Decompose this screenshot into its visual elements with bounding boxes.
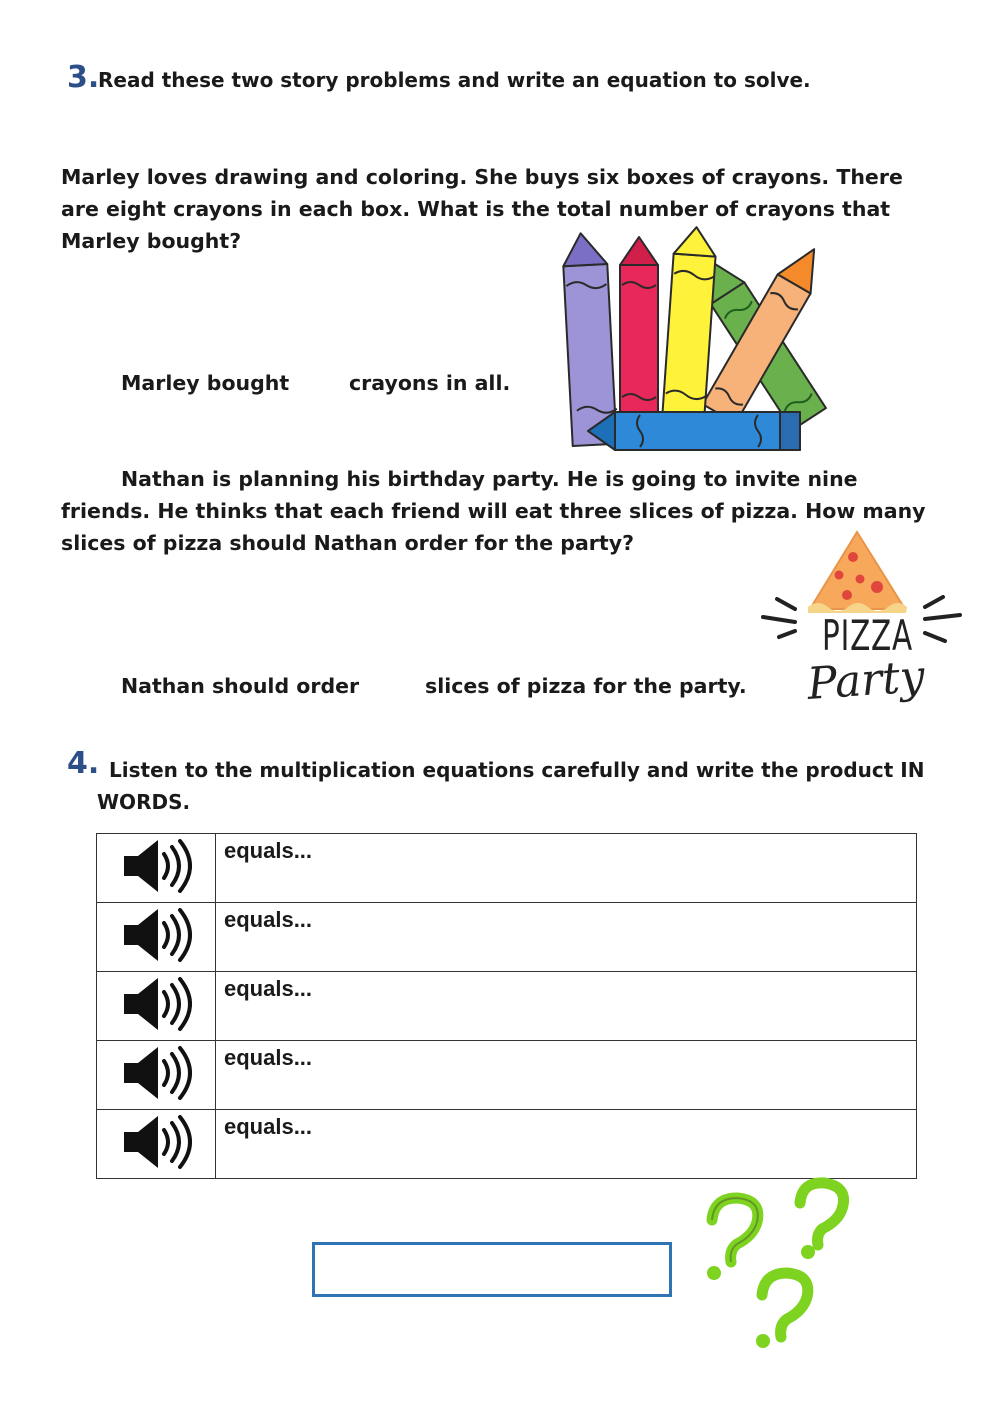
speaker-icon[interactable] (120, 1113, 192, 1171)
problem1-text: Marley loves drawing and coloring. She buys six boxes of crayons. There are eight crayons in each box. What is the total number of crayons that Marley bought? (61, 165, 903, 253)
q4-number: 4. (67, 746, 100, 781)
problem1-answer-suffix: crayons in all. (349, 371, 511, 395)
table-row (97, 1041, 917, 1110)
q3-number: 3. (67, 60, 100, 95)
question-mark-icon (700, 1175, 860, 1350)
q3-heading: Read these two story problems and write an equation to solve. (98, 68, 811, 92)
problem2-answer-input[interactable] (362, 671, 422, 703)
problem2-answer-prefix: Nathan should order (121, 674, 360, 698)
equals-label: equals... (224, 1045, 313, 1070)
equals-label: equals... (224, 976, 313, 1001)
speaker-icon[interactable] (120, 837, 192, 895)
q4-heading: Listen to the multiplication equations carefully and write the product IN WORDS. (97, 758, 925, 814)
equals-label: equals... (224, 1114, 313, 1139)
pizza-party-logo (755, 527, 965, 732)
speaker-icon[interactable] (120, 1044, 192, 1102)
speaker-icon[interactable] (120, 906, 192, 964)
table-row (97, 903, 917, 972)
problem1-answer-prefix: Marley bought (121, 371, 290, 395)
problem1-answer-input[interactable] (290, 368, 348, 400)
problem2-answer-suffix: slices of pizza for the party. (425, 674, 747, 698)
problem2-text: Nathan is planning his birthday party. He is going to invite nine friends. He thinks that each friend will eat three slices of pizza. How many slices of pizza should Nathan order for the party? (61, 467, 926, 555)
equals-label: equals... (224, 907, 313, 932)
speaker-icon[interactable] (120, 975, 192, 1033)
table-row (97, 1110, 917, 1179)
answer-input-box[interactable] (312, 1242, 672, 1297)
table-row (97, 972, 917, 1041)
pizza-logo-word1: PIZZA (822, 611, 913, 660)
table-row (97, 834, 917, 903)
crayons-illustration (560, 225, 835, 455)
pizza-logo-word2: Party (805, 650, 927, 711)
equals-label: equals... (224, 838, 313, 863)
audio-answer-table (96, 833, 917, 1179)
